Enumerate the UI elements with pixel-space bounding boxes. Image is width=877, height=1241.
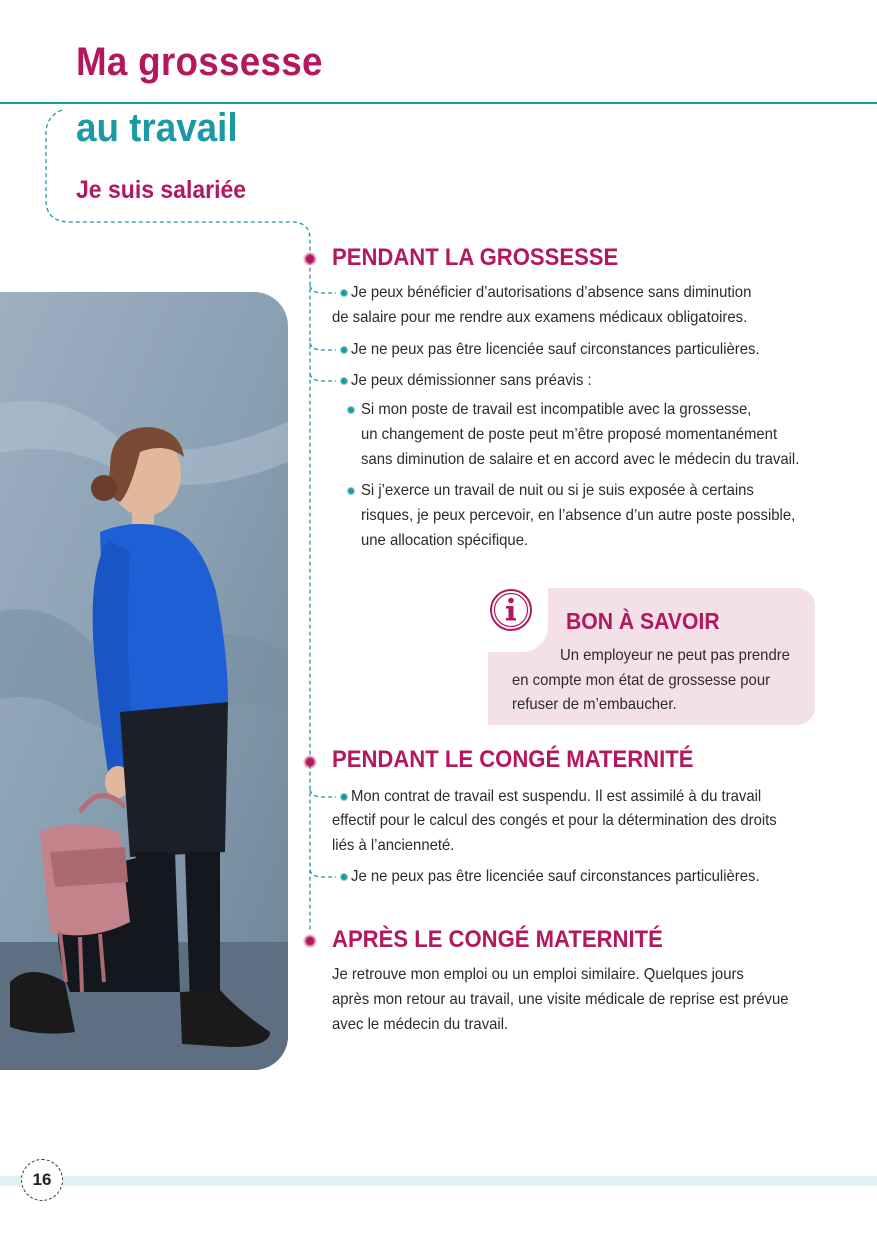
list-item-text: effectif pour le calcul des congés et pour la détermination des droits (332, 812, 777, 829)
section-heading-conge-maternite: PENDANT LE CONGÉ MATERNITÉ (332, 746, 694, 773)
paragraph-text: Je retrouve mon emploi ou un emploi similaire. Quelques jours (332, 966, 744, 983)
bullet-icon (340, 793, 348, 801)
page-title-line-2: au travail (76, 106, 238, 150)
list-item-text: Je ne peux pas être licenciée sauf circonstances particulières. (351, 868, 760, 885)
sub-item-text: sans diminution de salaire et en accord avec le médecin du travail. (361, 451, 800, 468)
bullet-icon (340, 873, 348, 881)
list-item-text: de salaire pour me rendre aux examens médicaux obligatoires. (332, 309, 748, 326)
list-item-text: Je ne peux pas être licenciée sauf circonstances particulières. (351, 341, 760, 358)
sub-item-text: une allocation spécifique. (361, 532, 529, 549)
sub-item-text: Si j’exerce un travail de nuit ou si je suis exposée à certains (361, 482, 754, 499)
callout-text: en compte mon état de grossesse pour (512, 672, 771, 689)
footer-band (0, 1176, 877, 1186)
sub-item-text: Si mon poste de travail est incompatible avec la grossesse, (361, 401, 752, 418)
section-bullet-icon (303, 755, 317, 769)
section-bullet-icon (303, 252, 317, 266)
bullet-icon (340, 377, 348, 385)
list-item-text: Je peux bénéficier d’autorisations d’absence sans diminution (351, 284, 752, 301)
callout-text: refuser de m’embaucher. (512, 696, 677, 713)
list-item-text: liés à l’ancienneté. (332, 837, 455, 854)
sub-item-text: risques, je peux percevoir, en l’absence d’un autre poste possible, (361, 507, 796, 524)
paragraph-text: avec le médecin du travail. (332, 1016, 509, 1033)
bullet-icon (340, 346, 348, 354)
sub-item-text: un changement de poste peut m’être proposé momentanément (361, 426, 778, 443)
bullet-icon (340, 289, 348, 297)
photo-pregnant-woman-walking (0, 292, 288, 1070)
list-item-text: Mon contrat de travail est suspendu. Il est assimilé à du travail (351, 788, 762, 805)
info-icon (489, 588, 533, 632)
section-heading-apres-conge: APRÈS LE CONGÉ MATERNITÉ (332, 926, 663, 953)
paragraph-text: après mon retour au travail, une visite médicale de reprise est prévue (332, 991, 789, 1008)
page-number: 16 (21, 1159, 63, 1201)
page-title-line-1: Ma grossesse (76, 40, 323, 84)
sub-bullet-icon (347, 406, 355, 414)
callout-heading: BON À SAVOIR (566, 608, 720, 634)
section-heading-pendant-grossesse: PENDANT LA GROSSESSE (332, 244, 619, 271)
sub-bullet-icon (347, 487, 355, 495)
list-item-text: Je peux démissionner sans préavis : (351, 372, 592, 389)
callout-text: Un employeur ne peut pas prendre (560, 647, 790, 664)
section-bullet-icon (303, 934, 317, 948)
page-subtitle: Je suis salariée (76, 176, 247, 204)
